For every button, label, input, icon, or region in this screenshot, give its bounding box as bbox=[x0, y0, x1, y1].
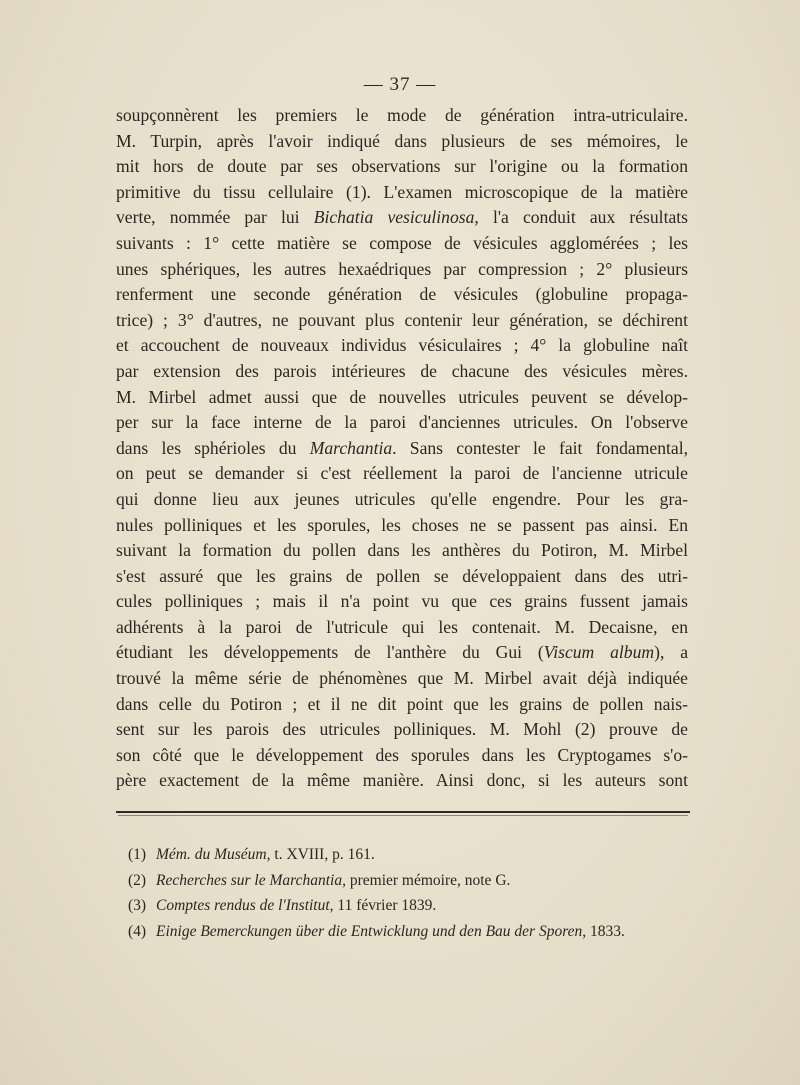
text-line: s'est assuré que les grains de pollen se développaient dans des utri- bbox=[116, 565, 688, 586]
footnote-details: premier mémoire, note G. bbox=[345, 871, 511, 889]
text-line: dans celle du Potiron ; et il ne dit point que les grains de pollen nais- bbox=[116, 693, 688, 714]
text-line: per sur la face interne de la paroi d'anciennes utricules. On l'observe bbox=[116, 412, 688, 433]
text-line: sent sur les parois des utricules polliniques. M. Mohl (2) prouve de bbox=[116, 719, 688, 740]
text-line-with-species-name bbox=[116, 640, 688, 666]
text-line: unes sphériques, les autres hexaédriques par compression ; 2° plusieurs bbox=[116, 258, 688, 279]
text-line: suivants : 1° cette matière se compose de vésicules agglomérées ; les bbox=[116, 232, 688, 253]
text-line: trouvé la même série de phénomènes que M. Mirbel avait déjà indiquée bbox=[116, 668, 688, 689]
footnote-number: (2) bbox=[128, 871, 147, 889]
footnote bbox=[128, 919, 688, 945]
text-line: M. Mirbel admet aussi que de nouvelles utricules peuvent se dévelop- bbox=[116, 386, 688, 407]
page-number: — 37 — bbox=[363, 74, 437, 95]
line-end: , l'a conduit aux résultats bbox=[474, 207, 689, 228]
text-line: on peut se demander si c'est réellement la paroi de l'ancienne utricule bbox=[116, 463, 688, 484]
text-line: père exactement de la même manière. Ainsi donc, si les auteurs sont bbox=[116, 770, 688, 791]
text-line: par extension des parois intérieures de chacune des vésicules mères. bbox=[116, 360, 688, 381]
footnote-divider-shadow bbox=[118, 815, 688, 816]
footnote-number: (1) bbox=[128, 846, 147, 863]
footnote-details: 1833. bbox=[586, 922, 625, 940]
species-name: Bichatia vesiculinosa bbox=[313, 207, 475, 228]
text-line: soupçonnèrent les premiers le mode de génération intra-utriculaire. bbox=[116, 105, 688, 125]
footnote-title: Mém. du Muséum, bbox=[156, 846, 271, 863]
text-line: suivant la formation du pollen dans les anthères du Potiron, M. Mirbel bbox=[116, 540, 688, 561]
footnotes bbox=[128, 842, 688, 944]
text-line: cules polliniques ; mais il n'a point vu que ces grains fussent jamais bbox=[116, 591, 688, 612]
line-start: dans les sphérioles du bbox=[116, 437, 310, 458]
footnote-title: Recherches sur le Marchantia, bbox=[156, 871, 346, 889]
text-line: mit hors de doute par ses observations sur l'origine ou la formation bbox=[116, 156, 688, 177]
footnote-number: (3) bbox=[128, 897, 147, 914]
text-line-with-genus-name bbox=[116, 436, 688, 462]
text-line: adhérents à la paroi de l'utricule qui les contenait. M. Decaisne, en bbox=[116, 616, 688, 637]
line-start: verte, nommée par lui bbox=[116, 207, 314, 228]
text-line: et accouchent de nouveaux individus vésiculaires ; 4° la globuline naît bbox=[116, 335, 688, 356]
text-line-with-species-name bbox=[116, 205, 688, 231]
footnote-title: Einige Bemerckungen über die Entwicklung und den Bau der Sporen, bbox=[156, 922, 587, 940]
line-end: . Sans contester le fait fondamental, bbox=[392, 437, 688, 458]
footnote-details: 11 février 1839. bbox=[333, 897, 437, 914]
genus-name: Marchantia bbox=[309, 437, 393, 458]
footnote bbox=[128, 893, 688, 919]
footnote-number: (4) bbox=[128, 922, 147, 940]
body-text bbox=[116, 103, 688, 794]
text-line: primitive du tissu cellulaire (1). L'examen microscopique de la matière bbox=[116, 181, 688, 202]
footnote-details: t. XVIII, p. 161. bbox=[270, 846, 375, 863]
footnote-divider bbox=[116, 811, 690, 813]
footnote bbox=[128, 868, 688, 894]
line-start: étudiant les développements de l'anthère du Gui ( bbox=[116, 642, 544, 663]
species-name: Viscum album bbox=[543, 642, 655, 663]
text-line: trice) ; 3° d'autres, ne pouvant plus contenir leur génération, se déchirent bbox=[116, 309, 688, 330]
text-line: nules polliniques et les sporules, les choses ne se passent pas ainsi. En bbox=[116, 514, 688, 535]
line-end: ), a bbox=[654, 642, 689, 663]
text-line: renferment une seconde génération de vésicules (globuline propaga- bbox=[116, 284, 688, 305]
footnote bbox=[128, 842, 688, 868]
text-line: qui donne lieu aux jeunes utricules qu'elle engendre. Pour les gra- bbox=[116, 488, 688, 509]
text-line: son côté que le développement des sporules dans les Cryptogames s'o- bbox=[116, 744, 688, 765]
footnote-title: Comptes rendus de l'Institut, bbox=[156, 897, 334, 914]
text-line: M. Turpin, après l'avoir indiqué dans plusieurs de ses mémoires, le bbox=[116, 130, 688, 151]
